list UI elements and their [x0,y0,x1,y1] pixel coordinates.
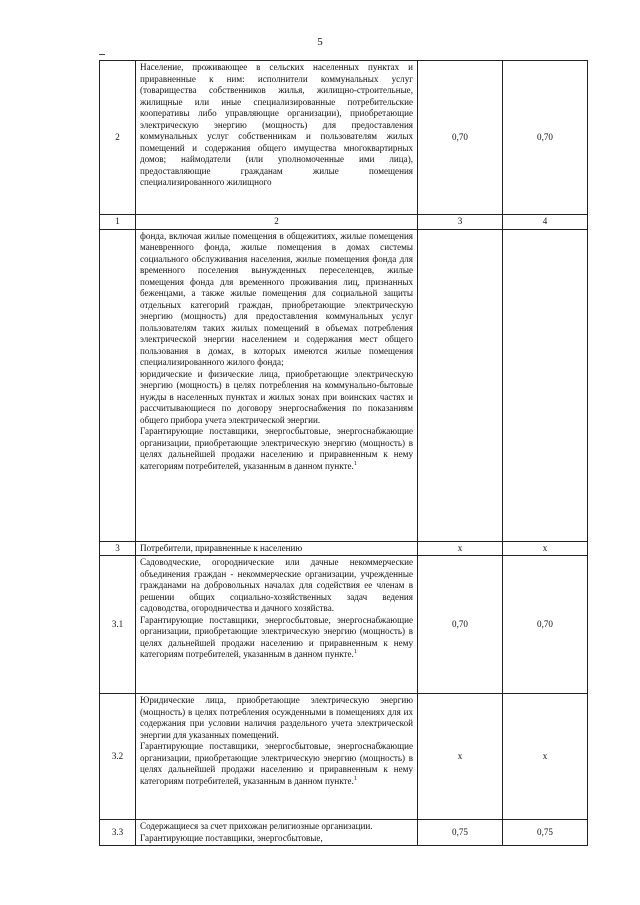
table-row [100,556,588,694]
row-description [136,820,418,846]
row-description: Потребители, приравненные к населению [136,541,418,556]
footnote-mark: 1 [353,775,357,782]
column-number: 1 [100,215,136,230]
paragraph-text: Гарантирующие поставщики, энергосбытовые, энергоснабжающие организации, приобретающие электрическую энергию (мощность) в целях дальнейшей продажи населению и приравненным к нему категориям потребителей, указанным в данном пункте. [140,426,413,471]
row-value-col4: 0,75 [503,820,588,846]
row-value-col3: х [418,541,503,556]
row-number: 3 [100,541,136,556]
table-row [100,229,588,541]
column-number: 4 [503,215,588,230]
row-number [100,229,136,541]
page-number: 5 [317,36,323,48]
row-value-col3: 0,70 [418,61,503,215]
paragraph: Садоводческие, огороднические или дачные некоммерческие объединения граждан - некоммерческие организации, учрежденные гражданами на добровольных началах для содействия ее членам в решении общих социально-хозяйственных задач ведения садоводства, огородничества и дачного хозяйства. [140,557,413,613]
row-description [136,694,418,820]
footnote-mark: 1 [353,460,357,467]
table-row [100,694,588,820]
row-number: 2 [100,61,136,215]
paragraph: Юридические лица, приобретающие электрическую энергию (мощность) в целях потребления осужденными в помещениях для их содержания при условии наличия раздельного учета электрической энергии для указанных помещений. [140,695,413,740]
paragraph: юридические и физические лица, приобретающие электрическую энергию (мощность) в целях потребления на коммунально-бытовые нужды в населенных пунктах и жилых зонах при воинских частях и рассчитывающиеся по договору энергоснабжения по показаниям общего прибора учета электрической энергии. [140,368,413,425]
row-description: Население, проживающее в сельских населенных пунктах и приравненные к ним: исполнители коммунальных услуг (товарищества собственников жилья, жилищно-строительные, жилищные или иные специализированные потребительские кооперативы либо управляющие организации), приобретающие электрическую энергию (мощность) для предоставления коммунальных услуг собственникам и пользователям жилых помещений и содержания общего имущества многоквартирных домов; наймодатели (или уполномоченные ими лица), предоставляющие гражданам жилые помещения специализированного жилищного [136,61,418,215]
column-number: 2 [136,215,418,230]
row-value-col4: х [503,694,588,820]
row-number: 3.2 [100,694,136,820]
margin-mark [99,54,105,55]
row-value-col3 [418,229,503,541]
table-row [100,541,588,556]
paragraph: фонда, включая жилые помещения в общежитиях, жилые помещения маневренного фонда, жилые помещения в домах системы социального обслуживания населения, жилые помещения фонда для временного поселения вынужденных переселенцев, жилые помещения фонда для временного проживания лиц, признанных беженцами, а также жилые помещения для социальной защиты отдельных категорий граждан, приобретающие электрическую энергию (мощность) для предоставления коммунальных услуг пользователям таких жилых помещений в объемах потребления электрической энергии населением и содержания мест общего пользования в домах, в которых имеются жилые помещения специализированного жилого фонда; [140,230,413,367]
column-numbering-row [100,215,588,230]
row-description [136,229,418,541]
paragraph [140,615,413,661]
row-description [136,556,418,694]
paragraph-text: Гарантирующие поставщики, энергосбытовые, энергоснабжающие организации, приобретающие электрическую энергию (мощность) в целях дальнейшей продажи населению и приравненным к нему категориям потребителей, указанным в данном пункте. [140,741,413,786]
column-number: 3 [418,215,503,230]
table-row [100,820,588,846]
row-value-col3: 0,70 [418,556,503,694]
table-row [100,61,588,215]
row-number: 3.1 [100,556,136,694]
footnote-mark: 1 [353,648,357,655]
paragraph: Гарантирующие поставщики, энергосбытовые, [140,832,323,843]
row-number: 3.3 [100,820,136,846]
paragraph [140,741,413,787]
row-value-col4 [503,229,588,541]
row-value-col4: 0,70 [503,556,588,694]
row-value-col3: х [418,694,503,820]
paragraph-text: Гарантирующие поставщики, энергосбытовые, энергоснабжающие организации, приобретающие электрическую энергию (мощность) в целях дальнейшей продажи населению и приравненным к нему категориям потребителей, указанным в данном пункте. [140,614,413,659]
paragraph [140,426,413,472]
row-value-col4: х [503,541,588,556]
row-value-col4: 0,70 [503,61,588,215]
paragraph: Содержащиеся за счет прихожан религиозные организации. [140,821,373,831]
tariff-table [99,60,588,846]
row-value-col3: 0,75 [418,820,503,846]
